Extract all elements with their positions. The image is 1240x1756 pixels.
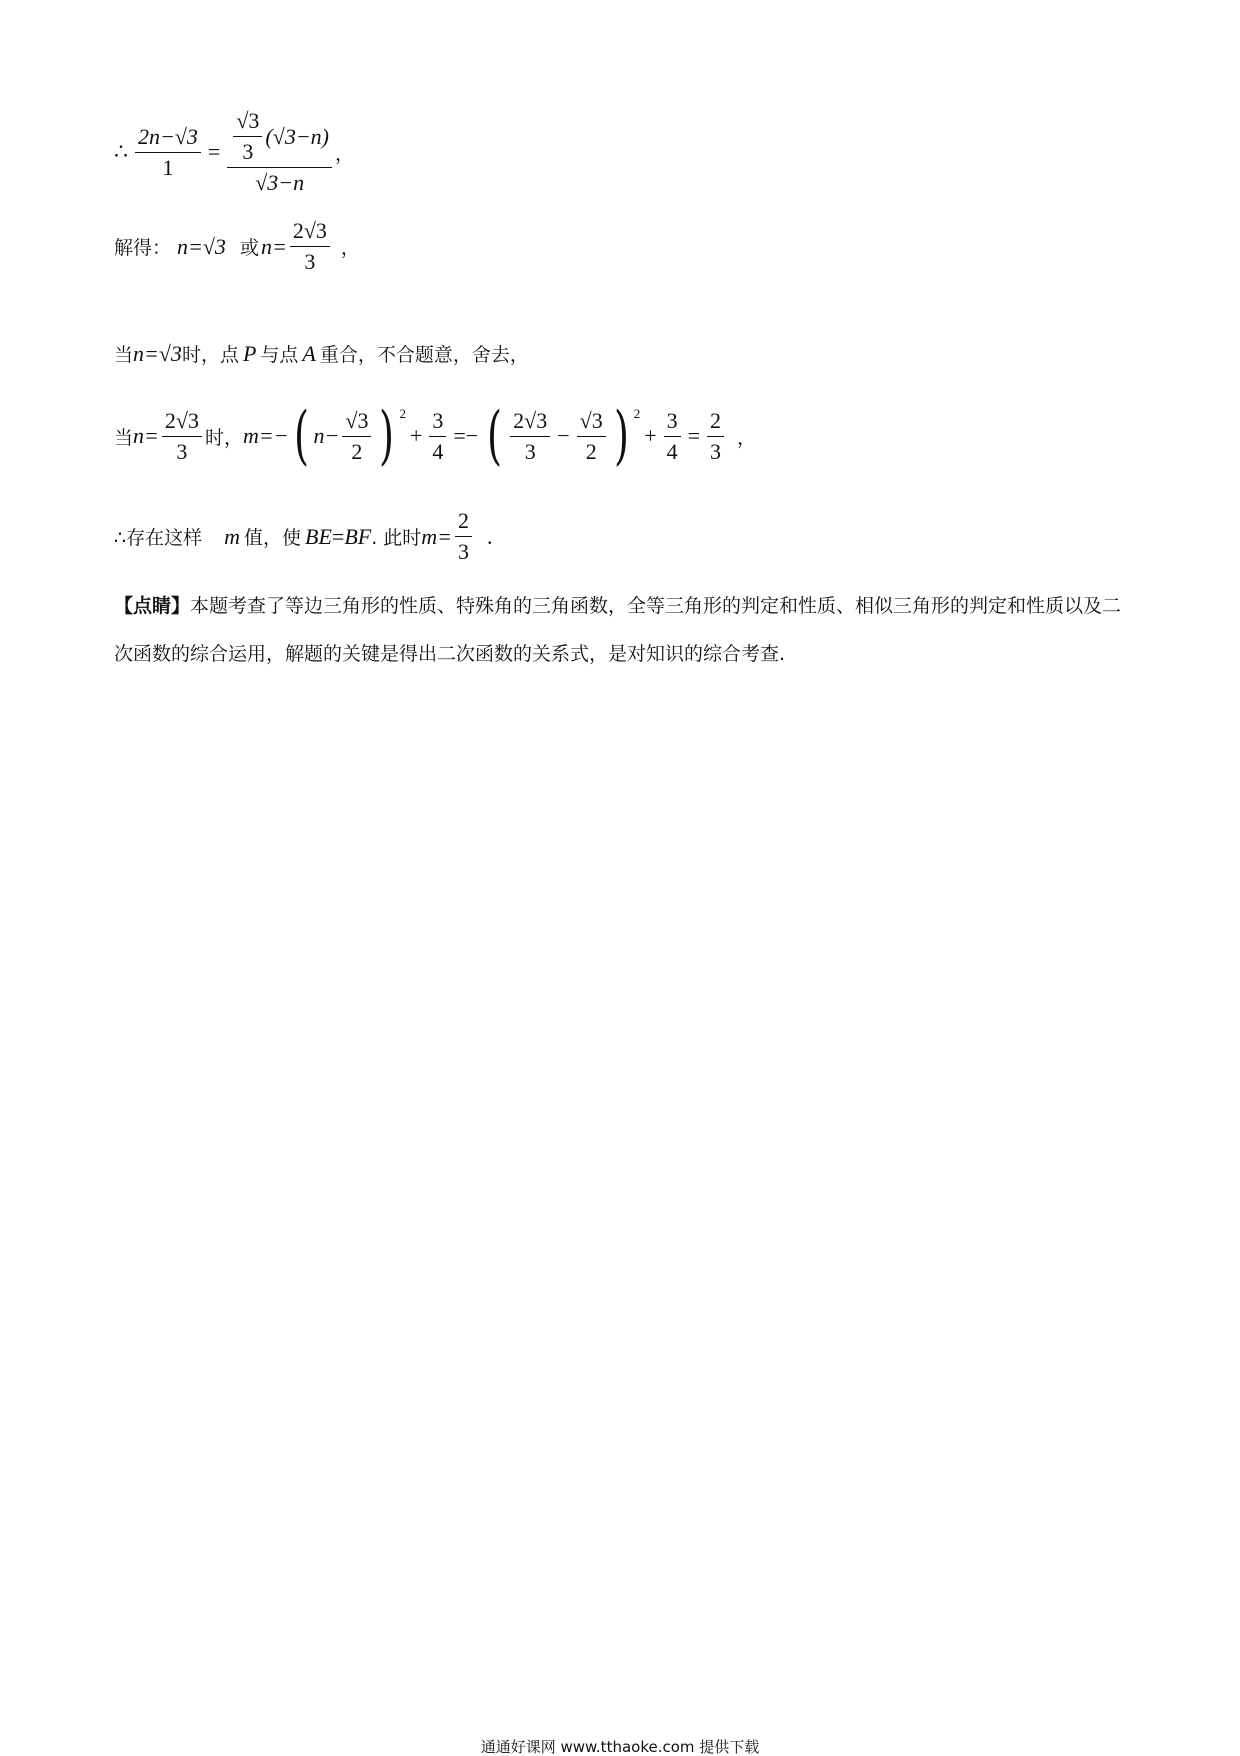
m-variable: m: [224, 523, 240, 549]
m-equals: m=: [421, 523, 453, 549]
equation-line-2: [114, 218, 360, 275]
plus-sign-2: +: [644, 423, 657, 448]
term1-fraction: [342, 408, 371, 465]
solution-1: n=√3: [177, 233, 226, 259]
comment-label: 【点睛】: [114, 595, 191, 617]
term2a-denominator: 3: [524, 438, 536, 464]
solution-2-fraction: [290, 218, 330, 275]
text-with-point: 与点: [260, 344, 299, 366]
lhs-numerator: 2n−√3: [135, 124, 201, 153]
equals-minus: =−: [453, 423, 479, 448]
const-denominator: 4: [432, 438, 444, 464]
n-fraction: [162, 408, 202, 465]
rhs-inner-fraction: [233, 108, 262, 165]
n-denominator: 3: [176, 438, 188, 464]
n-equals-sqrt3: n=√3: [133, 340, 182, 366]
rhs-inner-numerator: √3: [233, 108, 262, 137]
result-numerator: 2: [707, 408, 724, 437]
equals-sign: =: [687, 423, 701, 448]
text-rest: 重合，不合题意，舍去，: [319, 344, 529, 366]
m-equals: m=−: [242, 423, 289, 448]
lhs-denominator: 1: [162, 154, 174, 180]
period: .: [487, 523, 493, 549]
m-result-fraction: [455, 508, 472, 565]
rhs-fraction: [227, 108, 332, 196]
solution-2-numerator: 2√3: [290, 218, 330, 247]
point-a: A: [302, 340, 316, 366]
or-word: 或: [239, 237, 259, 259]
square-exponent-1: 2: [399, 406, 406, 421]
text-exists: ∴存在这样: [114, 527, 203, 549]
const-fraction: [429, 408, 446, 465]
const2-denominator: 4: [666, 438, 678, 464]
rhs-denominator: √3−n: [255, 170, 305, 195]
solution-2-lhs: n=: [260, 233, 287, 259]
m-result-denominator: 3: [458, 539, 470, 564]
solution-2-denominator: 3: [304, 249, 316, 274]
comma: ，: [335, 142, 355, 165]
segment-bf: BF: [344, 523, 372, 549]
comment-body: 本题考查了等边三角形的性质、特殊角的三角函数，全等三角形的判定和性质、相似三角形的判定和性质以及二次函数的综合运用，解题的关键是得出二次函数的关系式，是对知识的综合考查.: [114, 595, 1122, 665]
result-denominator: 3: [710, 438, 722, 464]
therefore-symbol: ∴: [114, 139, 128, 164]
point-p: P: [242, 340, 257, 366]
rhs-factor: (√3−n): [265, 123, 329, 149]
text-line-3: [114, 340, 529, 367]
text-point: 时，点: [181, 344, 239, 366]
minus-sign: −: [557, 423, 570, 448]
term2a-numerator: 2√3: [510, 408, 550, 437]
plus-sign: +: [409, 423, 423, 448]
const-numerator: 3: [429, 408, 446, 437]
term1-n: n−: [313, 423, 340, 448]
term1-numerator: √3: [342, 408, 371, 437]
term2b-numerator: √3: [577, 408, 606, 437]
square-exponent-2: 2: [633, 406, 641, 421]
term2b-fraction: [577, 408, 606, 465]
equals-sign: =: [331, 523, 345, 549]
result-fraction: [707, 408, 724, 465]
m-result-numerator: 2: [455, 508, 472, 537]
segment-be: BE: [305, 523, 332, 549]
term1-denominator: 2: [351, 438, 363, 464]
comma: ，: [737, 426, 757, 449]
const2-numerator: 3: [664, 408, 681, 437]
term2b-denominator: 2: [585, 438, 597, 464]
n-numerator: 2√3: [162, 408, 202, 437]
rhs-inner-denominator: 3: [242, 139, 254, 164]
solve-label: 解得：: [114, 237, 172, 259]
text-then: 时，: [204, 426, 243, 449]
page-footer: 通通好课网 www.tthaoke.com 提供下载: [480, 1738, 760, 1756]
rhs-numerator: [227, 108, 332, 168]
text-when: 当: [114, 344, 134, 366]
text-line-5: [114, 508, 493, 565]
comment-paragraph: [114, 582, 1124, 678]
lhs-fraction: [135, 124, 201, 181]
comma: ，: [340, 237, 360, 259]
text-at-this-time: . 此时: [371, 527, 422, 549]
text-when: 当: [114, 426, 134, 449]
text-value: 值，使: [243, 527, 301, 549]
equation-line-4: 当 n= $\frac{2√3}{3}$ 时， m=− ( n− $\frac{√3}{2}$ ) 2 + $\frac{3}{4}$ =− ( $\frac{2√3}{3}$ − $\frac{√3}{2}$ ) 2 + $\frac{3}{4}$ = $\frac{2}{3}$ ，: [114, 399, 757, 473]
const-fraction-2: [664, 408, 681, 465]
equation-line-1: ∴ $\frac{2n-√3}{1}$ = $\frac{√3}{3}$ (√3−n) √3−n ，: [114, 108, 355, 195]
term2a-fraction: [510, 408, 550, 465]
n-equals: n=: [133, 423, 159, 448]
